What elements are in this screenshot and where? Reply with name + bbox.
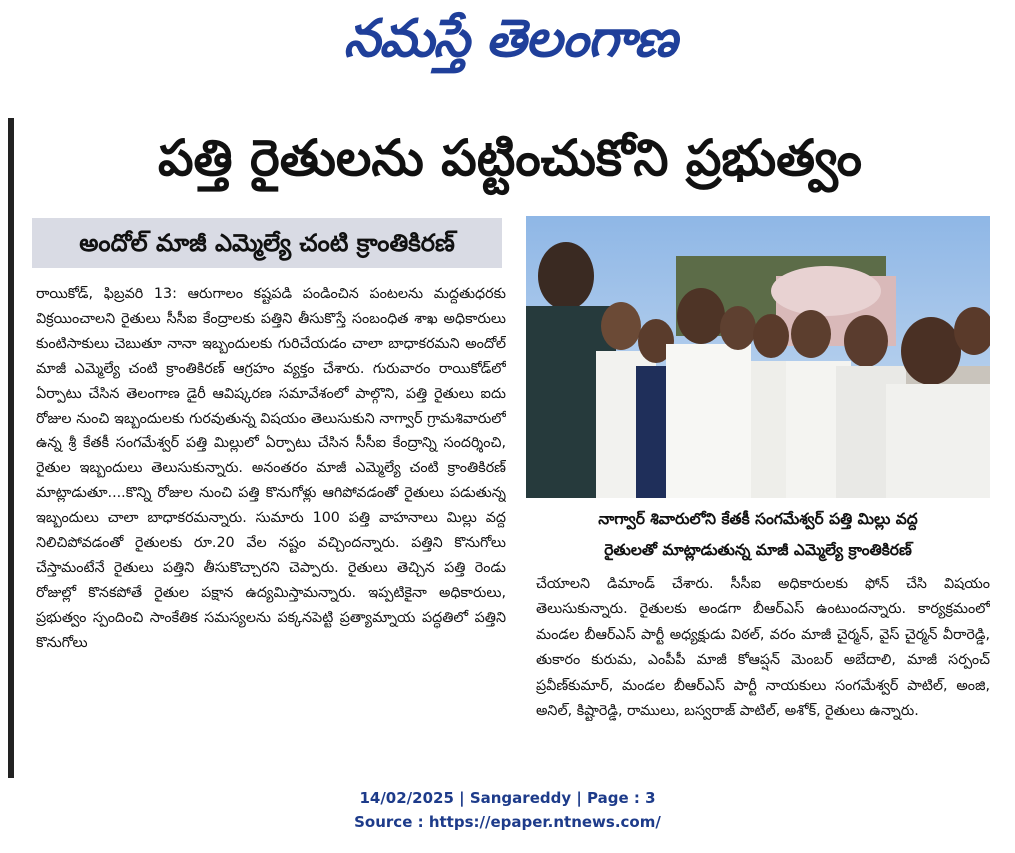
article-headline: పత్తి రైతులను పట్టించుకోని ప్రభుత్వం	[158, 129, 862, 187]
masthead-title: నమస్తే తెలంగాణ	[343, 9, 677, 69]
photo-caption	[526, 504, 990, 568]
photo-of-farmers-meeting	[526, 216, 990, 498]
photo-caption-line-1: నాగ్వార్ శివారులోని కేతకీ సంగమేశ్వర్ పత్తి మిల్లు వద్ద	[598, 510, 918, 528]
footer-dateline: 14/02/2025 | Sangareddy | Page : 3	[359, 789, 656, 807]
page-footer	[0, 786, 1015, 834]
column-rule	[8, 118, 14, 778]
article-subheadline: అందోల్ మాజీ ఎమ్మెల్యే చంటి క్రాంతికిరణ్	[32, 218, 502, 268]
article-photo	[526, 216, 990, 498]
newspaper-masthead	[300, 6, 720, 72]
footer-source: Source : https://epaper.ntnews.com/	[354, 813, 661, 831]
article-body-left-column: రాయికోడ్, ఫిబ్రవరి 13: ఆరుగాలం కష్టపడి పండించిన పంటలను మద్దతుధరకు విక్రయించాలని రైతులు సీసీఐ కేంద్రాలకు పత్తిని తీసుకొస్తే సంబంధిత శాఖ అధికారులు కుంటిసాకులు చెబుతూ నానా ఇబ్బందులకు గురిచేయడం చాలా బాధాకరమని అందోల్ మాజీ ఎమ్మెల్యే చంటి క్రాంతికిరణ్ ఆగ్రహం వ్యక్తం చేశారు. గురువారం రాయికోడ్‌లో ఏర్పాటు చేసిన తెలంగాణ డైరీ ఆవిష్కరణ సమావేశంలో పాల్గొని, పత్తి రైతులు ఐదు రోజుల నుంచి ఇబ్బందులకు గురవుతున్న విషయం తెలుసుకుని నాగ్వార్ గ్రామశివారులో ఉన్న శ్రీ కేతకీ సంగమేశ్వర్ పత్తి మిల్లులో ఏర్పాటు చేసిన సీసీఐ కేంద్రాన్ని సందర్శించి, రైతుల ఇబ్బందులు తెలుసుకున్నారు. అనంతరం మాజీ ఎమ్మెల్యే చంటి క్రాంతికిరణ్ మాట్లాడుతూ....కొన్ని రోజుల నుంచి పత్తి కొనుగోళ్లు ఆగిపోవడంతో రైతులు పడుతున్న ఇబ్బందులు చాలా బాధాకరమన్నారు. సుమారు 100 పత్తి వాహనాలు మిల్లు వద్ద నిలిచిపోవడంతో రైతులకు రూ.20 వేల నష్టం వచ్చిందన్నారు. పత్తిని కొనుగోలు చేస్తామంటేనే రైతులు పత్తిని తీసుకొచ్చారని చెప్పారు. రైతులు తెచ్చిన పత్తి రెండు రోజుల్లో కొనకపోతే రైతుల పక్షాన ఉద్యమిస్తామన్నారు. ఇప్పటికైనా అధికారులు, ప్రభుత్వం స్పందించి సాంకేతిక సమస్యలను పక్కనపెట్టి ప్రత్యామ్నాయ పద్ధతిలో పత్తిని కొనుగోలు	[36, 286, 506, 651]
photo-caption-line-2: రైతులతో మాట్లాడుతున్న మాజీ ఎమ్మెల్యే క్రాంతికిరణ్	[604, 541, 912, 559]
article-body-right-column: చేయాలని డిమాండ్ చేశారు. సీసీఐ అధికారులకు ఫోన్ చేసి విషయం తెలుసుకున్నారు. రైతులకు అండగా బీఆర్‌ఎస్ ఉంటుందన్నారు. కార్యక్రమంలో మండల బీఆర్‌ఎస్ పార్టీ అధ్యక్షుడు విఠల్, వరం మాజీ చైర్మన్, వైస్ చైర్మన్ వీరారెడ్డి, తుకారం కురుమ, ఎంపీపీ మాజీ కోఆప్షన్ మెంబర్ అబేదాలి, మాజీ సర్పంచ్ ప్రవీణ్‌కుమార్, మండల బీఆర్‌ఎస్ పార్టీ నాయకులు సంగమేశ్వర్ పాటిల్, అంజి, అనిల్, కిష్టారెడ్డి, రాములు, బస్వరాజ్ పాటిల్, అశోక్, రైతులు ఉన్నారు.	[536, 576, 990, 720]
